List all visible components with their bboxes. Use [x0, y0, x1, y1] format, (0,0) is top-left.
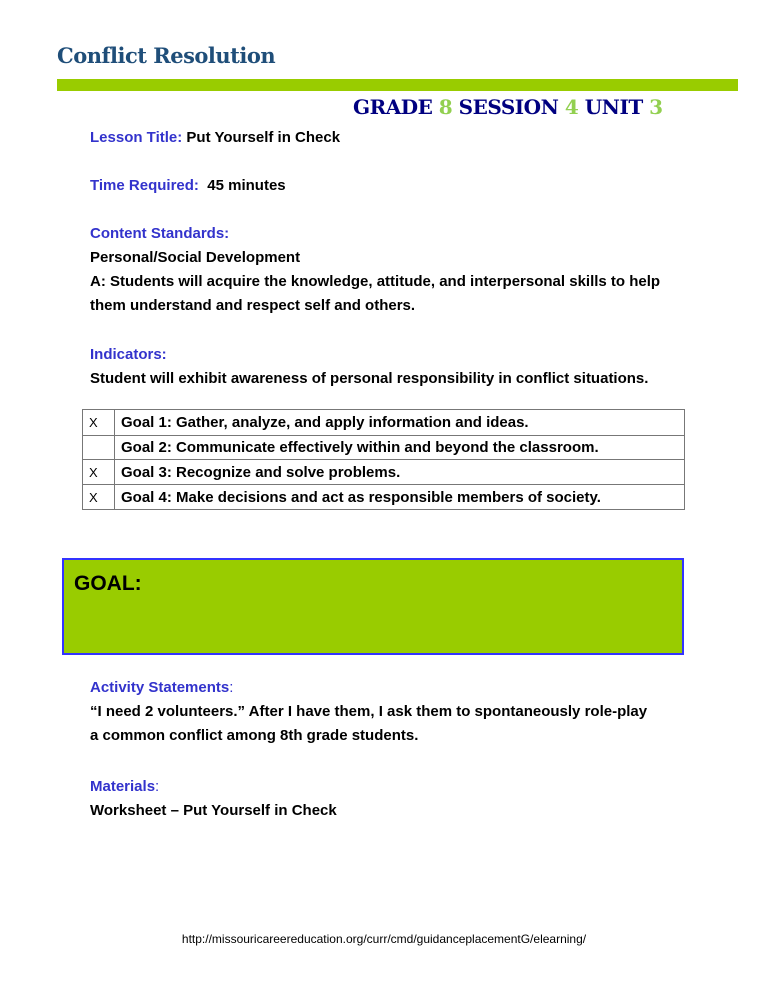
materials-colon: : [155, 778, 160, 795]
materials-value: Worksheet – Put Yourself in Check [90, 802, 337, 819]
table-row [83, 410, 685, 436]
grade-number: 8 [438, 95, 453, 119]
goal-text: Goal 3: Recognize and solve problems. [115, 460, 685, 485]
goal-mark: X [83, 485, 115, 510]
session-label: SESSION [458, 95, 559, 119]
activity-line: “I need 2 volunteers.” After I have them, I ask them to spontaneously role-play [90, 703, 648, 720]
time-required-label: Time Required: [90, 177, 199, 194]
indicators [90, 343, 648, 391]
header-divider-bar [57, 79, 738, 91]
footer-url: http://missouricareereducation.org/curr/cmd/guidanceplacementG/elearning/ [181, 932, 587, 946]
lesson-title [90, 126, 340, 150]
unit-number: 3 [649, 95, 663, 119]
goal-box-label: GOAL: [74, 572, 142, 595]
time-required [90, 174, 286, 198]
lesson-title-label: Lesson Title: [90, 129, 183, 146]
goal-text: Goal 4: Make decisions and act as responsible members of society. [115, 485, 685, 510]
standards-line: A: Students will acquire the knowledge, attitude, and interpersonal skills to help [90, 273, 661, 290]
table-row [83, 485, 685, 510]
standards-line: them understand and respect self and others. [90, 297, 416, 314]
activity-label: Activity Statements [90, 679, 230, 696]
materials-label: Materials [90, 778, 156, 795]
goal-mark: X [83, 410, 115, 436]
lesson-title-value: Put Yourself in Check [186, 129, 341, 146]
content-standards [90, 222, 660, 318]
grade-session-unit [353, 95, 663, 119]
activity-colon: : [229, 679, 234, 696]
table-row [83, 460, 685, 485]
indicators-label: Indicators: [90, 346, 167, 363]
indicators-value: Student will exhibit awareness of personal responsibility in conflict situations. [90, 370, 649, 387]
content-standards-label: Content Standards: [90, 225, 230, 242]
goal-mark [83, 436, 115, 460]
session-number: 4 [564, 95, 579, 119]
goal-mark: X [83, 460, 115, 485]
goal-text: Goal 2: Communicate effectively within and beyond the classroom. [115, 436, 685, 460]
materials [90, 775, 337, 823]
goals-table [82, 409, 685, 510]
standards-line: Personal/Social Development [90, 249, 301, 266]
activity-line: a common conflict among 8th grade students. [90, 727, 419, 744]
goal-text: Goal 1: Gather, analyze, and apply information and ideas. [115, 410, 685, 436]
grade-label: GRADE [353, 95, 433, 119]
table-row [83, 436, 685, 460]
goal-box [62, 558, 684, 655]
document-header-title: Conflict Resolution [57, 43, 276, 68]
activity-statements [90, 676, 647, 748]
time-required-value: 45 minutes [207, 177, 286, 194]
unit-label: UNIT [584, 95, 643, 119]
